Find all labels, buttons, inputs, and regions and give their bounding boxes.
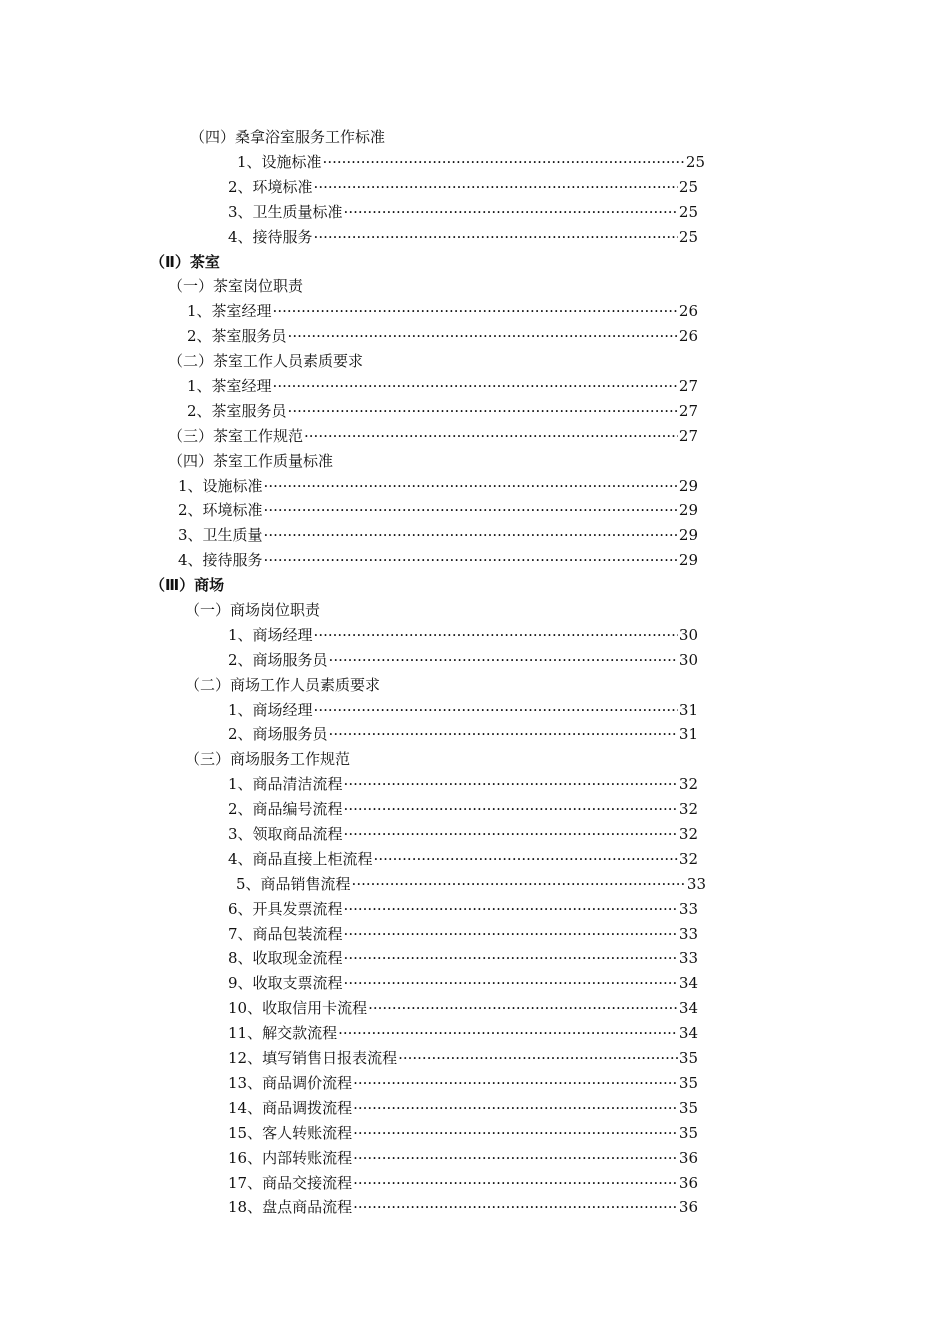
toc-entry-label: 7、商品包装流程 [228,925,343,943]
leader-dots [344,897,678,922]
toc-entry-label: 13、商品调价流程 [228,1074,353,1092]
toc-entry-label: 15、客人转账流程 [228,1124,353,1142]
toc-entry[interactable] [228,175,698,200]
leader-dots [344,922,678,947]
toc-entry-label: 1、设施标准 [178,477,263,495]
leader-dots [329,648,678,673]
toc-entry[interactable] [228,1046,698,1071]
section-heading [168,349,363,374]
toc-entry[interactable] [228,1096,698,1121]
toc-entry-label: 1、设施标准 [237,153,322,171]
toc-entry-label: 4、接待服务 [228,228,313,246]
leader-dots [264,474,678,499]
toc-entry-label: 1、商品清洁流程 [228,775,343,793]
toc-entry-label: 2、商场服务员 [228,725,328,743]
toc-entry-page: 29 [678,501,698,519]
toc-entry-page: 33 [678,949,698,967]
toc-entry[interactable] [228,648,698,673]
toc-heading-label: （二）茶室工作人员素质要求 [168,352,364,370]
toc-entry-page: 32 [678,800,698,818]
toc-entry-label: 9、收取支票流程 [228,974,343,992]
toc-entry[interactable] [178,474,698,499]
toc-entry-page: 34 [678,974,698,992]
toc-entry-page: 30 [678,651,698,669]
toc-entry-page: 26 [678,302,698,320]
toc-entry-page: 25 [678,228,698,246]
toc-entry[interactable] [228,1146,698,1171]
leader-dots [344,946,678,971]
toc-entry-page: 25 [685,153,705,171]
leader-dots [344,200,678,225]
toc-entry-label: 2、环境标准 [178,501,263,519]
toc-entry-label: 14、商品调拨流程 [228,1099,353,1117]
toc-entry[interactable] [228,822,698,847]
toc-entry-label: 12、填写销售日报表流程 [228,1049,398,1067]
section-heading [168,449,333,474]
toc-entry[interactable] [187,324,698,349]
toc-entry[interactable] [228,996,698,1021]
toc-entry[interactable] [228,1171,698,1196]
toc-entry[interactable] [228,1195,698,1220]
section-heading [185,673,380,698]
toc-entry-page: 27 [678,402,698,420]
leader-dots [353,1171,678,1196]
toc-heading-label: （四）桑拿浴室服务工作标准 [190,128,386,146]
toc-entry-label: 4、接待服务 [178,551,263,569]
section-heading [190,125,385,150]
chapter-title-label: （Ⅲ）商场 [150,576,225,594]
toc-entry-page: 33 [678,900,698,918]
toc-entry-label: 4、商品直接上柜流程 [228,850,373,868]
leader-dots [329,722,678,747]
toc-entry-label: 3、卫生质量 [178,526,263,544]
leader-dots [288,399,678,424]
toc-entry-page: 27 [678,377,698,395]
toc-entry[interactable] [178,523,698,548]
leader-dots [314,623,678,648]
toc-entry-page: 25 [678,203,698,221]
leader-dots [314,175,678,200]
toc-entry-label: 3、领取商品流程 [228,825,343,843]
toc-entry[interactable] [228,200,698,225]
toc-entry-page: 35 [678,1074,698,1092]
section-heading [168,274,303,299]
toc-entry[interactable] [187,399,698,424]
toc-entry[interactable] [228,772,698,797]
toc-entry-label: 5、商品销售流程 [236,875,351,893]
toc-entry[interactable] [178,548,698,573]
toc-entry-label: 6、开具发票流程 [228,900,343,918]
toc-entry-label: 1、茶室经理 [187,302,272,320]
toc-entry[interactable] [228,847,698,872]
section-heading [185,598,320,623]
toc-entry[interactable] [228,722,698,747]
toc-heading-label: （三）商场服务工作规范 [185,750,351,768]
toc-entry[interactable] [168,424,698,449]
toc-entry[interactable] [236,872,706,897]
toc-entry-page: 29 [678,526,698,544]
leader-dots [398,1046,678,1071]
leader-dots [353,1071,678,1096]
chapter-title [150,573,224,598]
toc-entry-label: 2、环境标准 [228,178,313,196]
toc-entry[interactable] [187,374,698,399]
leader-dots [273,299,678,324]
toc-entry-label: 11、解交款流程 [228,1024,338,1042]
leader-dots [264,523,678,548]
toc-entry-page: 36 [678,1174,698,1192]
toc-entry-label: （三）茶室工作规范 [168,427,304,445]
leader-dots [338,1021,678,1046]
toc-entry-page: 27 [678,427,698,445]
leader-dots [304,424,678,449]
toc-entry[interactable] [228,946,698,971]
toc-entry-label: 10、收取信用卡流程 [228,999,368,1017]
toc-entry[interactable] [228,797,698,822]
toc-entry-label: 16、内部转账流程 [228,1149,353,1167]
toc-entry-label: 3、卫生质量标准 [228,203,343,221]
toc-entry[interactable] [237,150,705,175]
leader-dots [353,1121,678,1146]
toc-entry-label: 8、收取现金流程 [228,949,343,967]
section-heading [185,747,350,772]
toc-entry-page: 30 [678,626,698,644]
toc-entry-label: 2、茶室服务员 [187,402,287,420]
leader-dots [353,1146,678,1171]
toc-entry[interactable] [228,698,698,723]
toc-entry-page: 32 [678,850,698,868]
toc-entry-page: 25 [678,178,698,196]
toc-entry-label: 2、商场服务员 [228,651,328,669]
toc-entry-page: 35 [678,1124,698,1142]
toc-entry-label: 2、茶室服务员 [187,327,287,345]
toc-entry-page: 33 [678,925,698,943]
toc-entry-page: 33 [686,875,706,893]
leader-dots [264,548,678,573]
leader-dots [368,996,678,1021]
toc-entry[interactable] [228,897,698,922]
toc-entry-page: 31 [678,701,698,719]
toc-entry-page: 34 [678,999,698,1017]
toc-heading-label: （四）茶室工作质量标准 [168,452,334,470]
toc-entry[interactable] [228,922,698,947]
toc-entry[interactable] [228,623,698,648]
leader-dots [352,872,686,897]
toc-entry-label: 17、商品交接流程 [228,1174,353,1192]
toc-entry-page: 35 [678,1049,698,1067]
toc-entry-page: 29 [678,477,698,495]
toc-entry-page: 29 [678,551,698,569]
leader-dots [288,324,678,349]
toc-entry-page: 35 [678,1099,698,1117]
chapter-title-label: （Ⅱ）茶室 [150,253,220,271]
toc-entry[interactable] [228,1021,698,1046]
toc-entry[interactable] [228,1071,698,1096]
leader-dots [264,498,678,523]
toc-heading-label: （一）茶室岗位职责 [168,277,304,295]
toc-entry-label: 1、茶室经理 [187,377,272,395]
toc-entry-page: 32 [678,775,698,793]
toc-entry-label: 2、商品编号流程 [228,800,343,818]
toc-heading-label: （二）商场工作人员素质要求 [185,676,381,694]
toc-entry[interactable] [228,1121,698,1146]
toc-entry-label: 1、商场经理 [228,701,313,719]
leader-dots [344,822,678,847]
leader-dots [344,797,678,822]
toc-entry[interactable] [228,225,698,250]
toc-entry[interactable] [187,299,698,324]
leader-dots [344,971,678,996]
toc-entry[interactable] [178,498,698,523]
leader-dots [344,772,678,797]
toc-entry-page: 34 [678,1024,698,1042]
toc-entry-page: 26 [678,327,698,345]
leader-dots [314,225,678,250]
toc-entry-page: 32 [678,825,698,843]
leader-dots [314,698,678,723]
toc-entry-page: 36 [678,1149,698,1167]
leader-dots [353,1195,678,1220]
toc-entry-page: 31 [678,725,698,743]
toc-heading-label: （一）商场岗位职责 [185,601,321,619]
leader-dots [374,847,678,872]
toc-entry[interactable] [228,971,698,996]
chapter-title [150,250,220,275]
toc-entry-label: 18、盘点商品流程 [228,1198,353,1216]
leader-dots [323,150,685,175]
toc-entry-page: 36 [678,1198,698,1216]
toc-entry-label: 1、商场经理 [228,626,313,644]
leader-dots [353,1096,678,1121]
leader-dots [273,374,678,399]
